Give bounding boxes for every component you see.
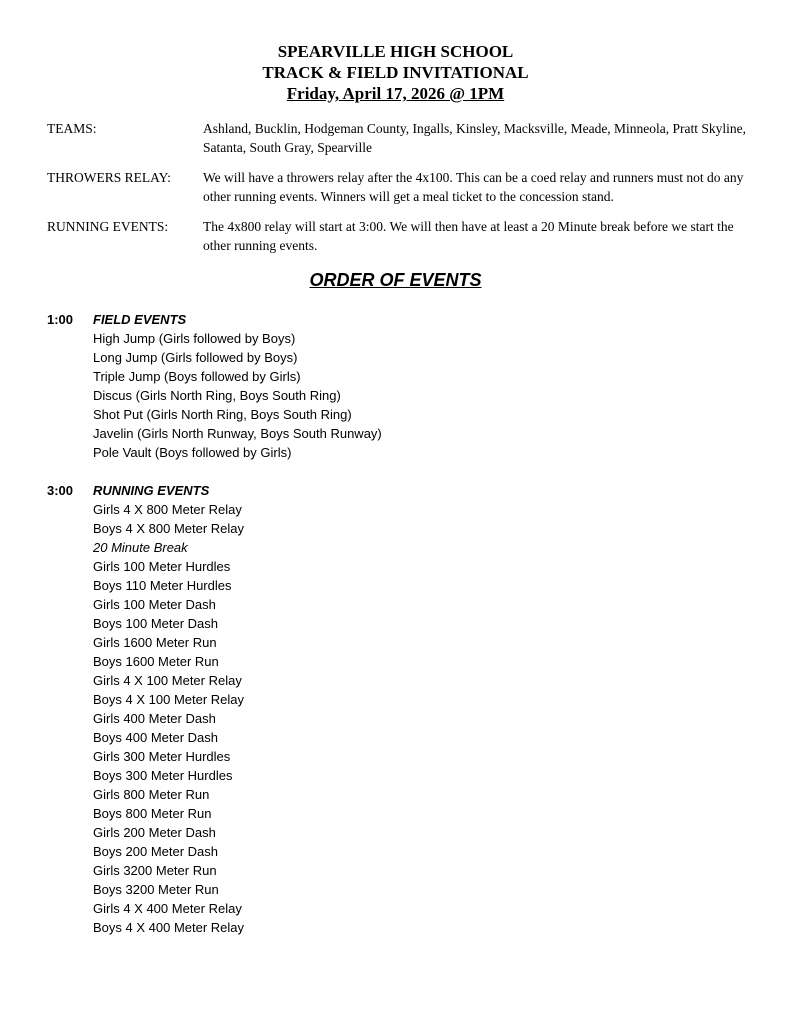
event-item: Boys 300 Meter Hurdles	[93, 768, 233, 783]
teams-label: TEAMS:	[47, 121, 97, 136]
running-events-heading: RUNNING EVENTS	[93, 483, 210, 498]
event-item: Pole Vault (Boys followed by Girls)	[93, 445, 292, 460]
event-item: Boys 100 Meter Dash	[93, 616, 219, 631]
throwers-relay-label: THROWERS RELAY:	[47, 170, 171, 185]
event-item: Girls 100 Meter Hurdles	[93, 559, 231, 574]
document-header	[0, 41, 791, 104]
event-item: Girls 200 Meter Dash	[93, 825, 216, 840]
event-item: Girls 4 X 800 Meter Relay	[93, 502, 242, 517]
event-item: Girls 3200 Meter Run	[93, 863, 217, 878]
event-item: Girls 800 Meter Run	[93, 787, 210, 802]
event-item: High Jump (Girls followed by Boys)	[93, 331, 296, 346]
event-item: Boys 4 X 100 Meter Relay	[93, 692, 245, 707]
event-item: Triple Jump (Boys followed by Girls)	[93, 369, 301, 384]
event-item: Boys 200 Meter Dash	[93, 844, 219, 859]
throwers-relay-text: We will have a throwers relay after the 4x100. This can be a coed relay and runners must not do any other running events. Winners will get a meal ticket to the concession stand.	[203, 170, 744, 204]
event-item: Girls 4 X 100 Meter Relay	[93, 673, 242, 688]
event-item: Long Jump (Girls followed by Boys)	[93, 350, 298, 365]
field-events-heading: FIELD EVENTS	[93, 312, 187, 327]
event-item: Discus (Girls North Ring, Boys South Ring)	[93, 388, 341, 403]
event-item: Girls 1600 Meter Run	[93, 635, 217, 650]
teams-text: Ashland, Bucklin, Hodgeman County, Ingalls, Kinsley, Macksville, Meade, Minneola, Pratt Skyline, Satanta, South Gray, Spearville	[203, 121, 747, 155]
event-title: TRACK & FIELD INVITATIONAL	[262, 63, 529, 82]
school-name: SPEARVILLE HIGH SCHOOL	[277, 42, 514, 61]
event-item: Boys 1600 Meter Run	[93, 654, 219, 669]
running-events-time: 3:00	[47, 483, 74, 498]
field-events-time: 1:00	[47, 312, 74, 327]
event-item: Boys 800 Meter Run	[93, 806, 212, 821]
event-item: Boys 4 X 800 Meter Relay	[93, 521, 245, 536]
event-item: Boys 4 X 400 Meter Relay	[93, 920, 245, 935]
event-item: Boys 3200 Meter Run	[93, 882, 219, 897]
running-events-label: RUNNING EVENTS:	[47, 219, 169, 234]
event-item: Boys 400 Meter Dash	[93, 730, 219, 745]
event-item: Boys 110 Meter Hurdles	[93, 578, 232, 593]
event-item: Shot Put (Girls North Ring, Boys South Ring)	[93, 407, 352, 422]
event-item: Girls 300 Meter Hurdles	[93, 749, 231, 764]
event-item: Javelin (Girls North Runway, Boys South Runway)	[93, 426, 382, 441]
running-events-text: The 4x800 relay will start at 3:00. We will then have at least a 20 Minute break before we start the other running events.	[203, 219, 734, 253]
order-of-events-title: ORDER OF EVENTS	[309, 270, 482, 290]
running-events-list	[93, 500, 244, 937]
event-date: Friday, April 17, 2026 @ 1PM	[286, 84, 505, 103]
event-item: Girls 400 Meter Dash	[93, 711, 216, 726]
event-item: Girls 100 Meter Dash	[93, 597, 216, 612]
event-item: 20 Minute Break	[93, 540, 188, 555]
field-events-list	[93, 329, 382, 462]
event-item: Girls 4 X 400 Meter Relay	[93, 901, 242, 916]
